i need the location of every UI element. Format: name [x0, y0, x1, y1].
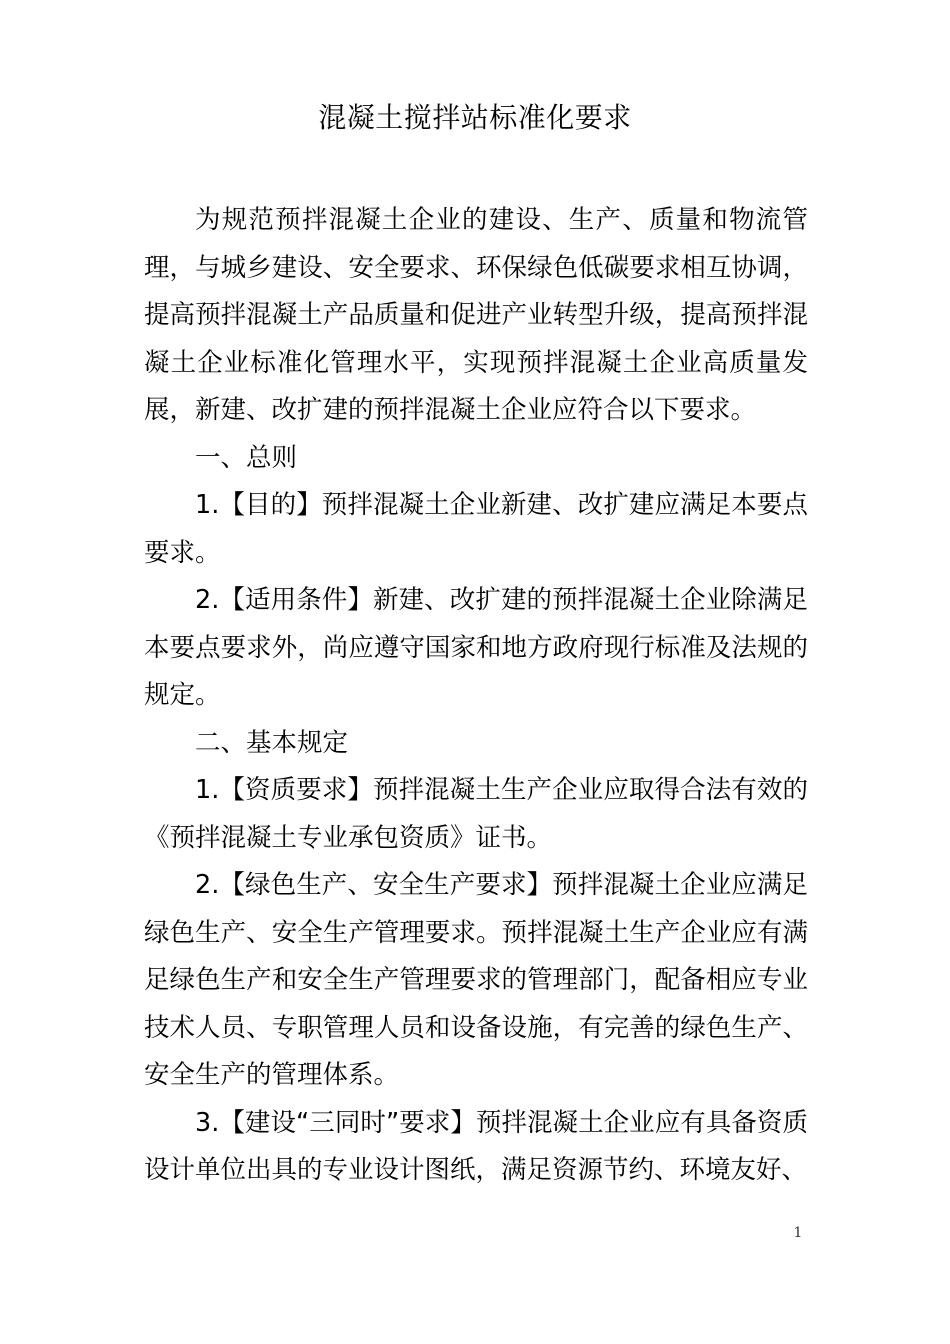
section-heading-general: 一、总则 — [195, 442, 298, 473]
intro-paragraph: 为规范预拌混凝土企业的建设、生产、质量和物流管理，与城乡建设、安全要求、环保绿色低碳要求相互协调，提高预拌混凝土产品质量和促进产业转型升级，提高预拌混凝土企业标准化管理水平，实现预拌混凝土企业高质量发展，新建、改扩建的预拌混凝土企业应符合以下要求。 — [144, 205, 808, 425]
clause-three-simultaneous: 3.【建设“三同时”要求】预拌混凝土企业应有具备资质设计单位出具的专业设计图纸，满足资源节约、环境友好、 — [144, 1107, 808, 1185]
clause-purpose: 1.【目的】预拌混凝土企业新建、改扩建应满足本要点要求。 — [144, 490, 808, 568]
clause-qualification: 1.【资质要求】预拌混凝土生产企业应取得合法有效的《预拌混凝土专业承包资质》证书。 — [144, 775, 808, 853]
section-heading-basic-rules: 二、基本规定 — [195, 727, 349, 758]
clause-green-safety-production: 2.【绿色生产、安全生产要求】预拌混凝土企业应满足绿色生产、安全生产管理要求。预拌混凝土生产企业应有满足绿色生产和安全生产管理要求的管理部门，配备相应专业技术人员、专职管理人员和设备设施，有完善的绿色生产、安全生产的管理体系。 — [144, 870, 808, 1090]
page-number: 1 — [793, 1225, 803, 1241]
document-body — [144, 197, 808, 1195]
document-title: 混凝土搅拌站标准化要求 — [318, 101, 632, 134]
clause-applicable-conditions: 2.【适用条件】新建、改扩建的预拌混凝土企业除满足本要点要求外，尚应遵守国家和地方政府现行标准及法规的规定。 — [144, 585, 808, 710]
